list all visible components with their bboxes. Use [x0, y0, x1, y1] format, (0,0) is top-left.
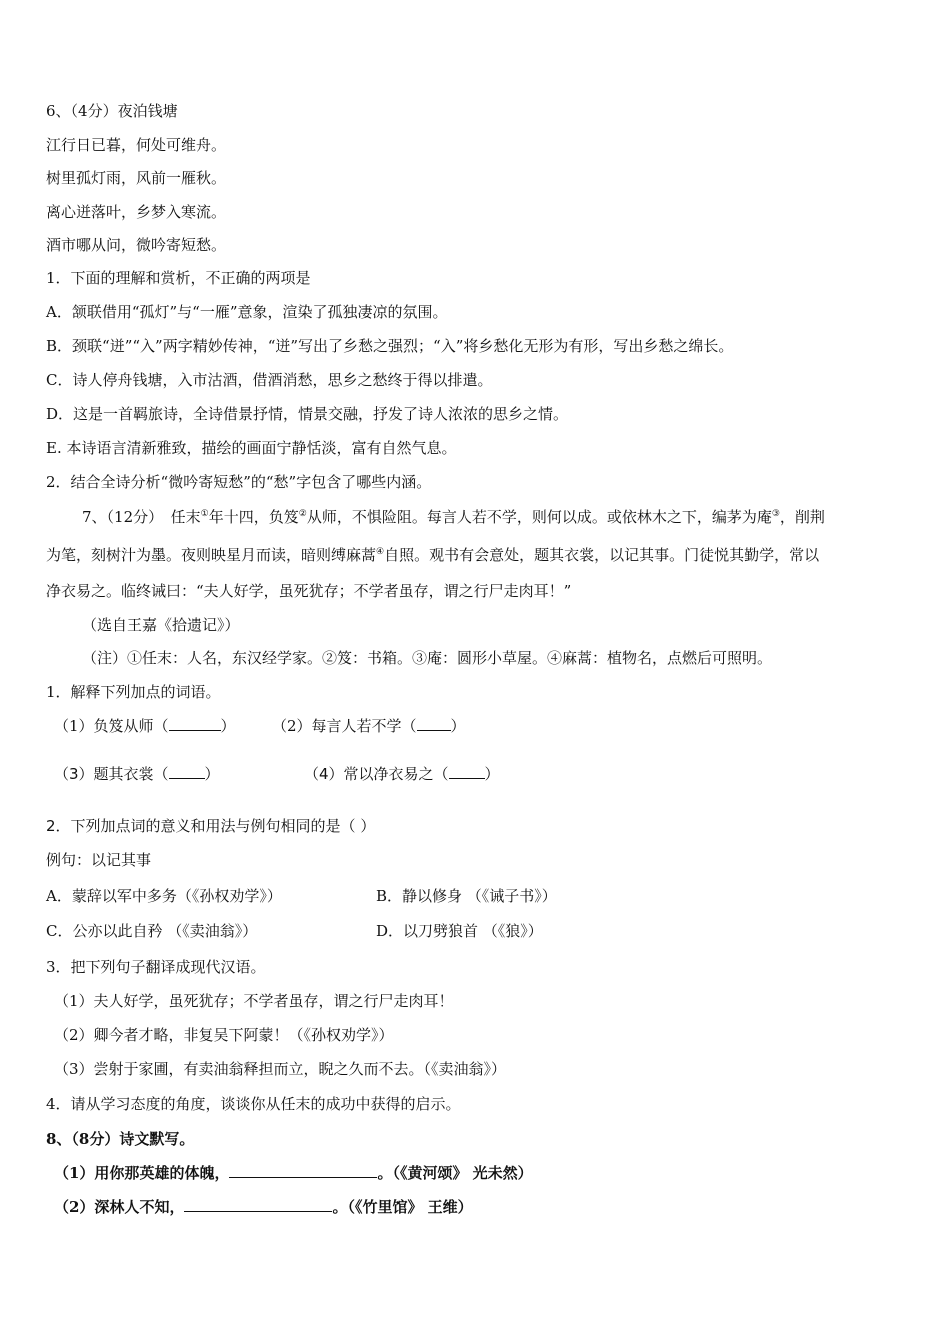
- answer-blank[interactable]: [184, 1197, 332, 1212]
- note-marker: ④: [376, 547, 385, 557]
- q6-option-a: A．颔联借用“孤灯”与“一雁”意象，渲染了孤独凄凉的氛围。: [46, 303, 448, 321]
- q6-option-d: D．这是一首羁旅诗，全诗借景抒情，情景交融，抒发了诗人浓浓的思乡之情。: [46, 405, 569, 423]
- q7-translate-3: （3）尝射于家圃，有卖油翁释担而立，睨之久而不去。（《卖油翁》）: [54, 1060, 507, 1078]
- q7-word-1: （1）负笈从师（ ）: [54, 717, 236, 735]
- q7-option-c: C．公亦以此自矜 （《卖油翁》）: [46, 922, 258, 940]
- q7-passage-line-2: 为笔，刻树汁为墨。夜则映星月而读，暗则缚麻蒿④自照。观书有会意处，题其衣裳，以记其事。门徒悦其勤学，常以: [46, 546, 820, 564]
- q7-word-4: （4）常以净衣易之（ ）: [304, 765, 500, 783]
- q6-option-c: C．诗人停舟钱塘，入市沽酒，借酒消愁，思乡之愁终于得以排遣。: [46, 371, 493, 389]
- q7-option-b: B．静以修身 （《诫子书》）: [376, 887, 557, 905]
- q7-translate-1: （1）夫人好学，虽死犹存；不学者虽存，谓之行尸走肉耳！: [54, 992, 454, 1010]
- q7-sub2: 2．下列加点词的意义和用法与例句相同的是（ ）: [46, 817, 376, 835]
- poem-line-1: 江行日已暮，何处可维舟。: [46, 136, 227, 154]
- q7-sub1: 1．解释下列加点的词语。: [46, 683, 221, 701]
- q7-translate-2: （2）卿今者才略，非复吴下阿蒙！（《孙权劝学》）: [54, 1026, 394, 1044]
- note-marker: ①: [200, 509, 209, 519]
- answer-blank[interactable]: [417, 716, 451, 731]
- q6-sub1: 1．下面的理解和赏析，不正确的两项是: [46, 269, 311, 287]
- poem-line-3: 离心迸落叶，乡梦入寒流。: [46, 203, 227, 221]
- answer-blank[interactable]: [169, 764, 205, 779]
- answer-blank[interactable]: [169, 716, 221, 731]
- q7-passage-line-3: 净衣易之。临终诫曰：“夫人好学，虽死犹存；不学者虽存，谓之行尸走肉耳！”: [46, 582, 572, 600]
- q7-sub4: 4．请从学习态度的角度，谈谈你从任末的成功中获得的启示。: [46, 1095, 461, 1113]
- q6-option-b: B．颈联“迸”“入”两字精妙传神，“迸”写出了乡愁之强烈；“入”将乡愁化无形为有形，写出乡愁之绵长。: [46, 337, 734, 355]
- answer-blank[interactable]: [449, 764, 485, 779]
- q6-sub2: 2．结合全诗分析“微吟寄短愁”的“愁”字包含了哪些内涵。: [46, 473, 432, 491]
- q7-notes: （注）①任末：人名，东汉经学家。②笈：书箱。③庵：圆形小草屋。④麻蒿：植物名，点燃后可照明。: [82, 649, 773, 667]
- q7-word-3: （3）题其衣裳（ ）: [54, 765, 220, 783]
- q8-title: 8、（8分）诗文默写。: [46, 1130, 195, 1148]
- q7-word-2: （2）每言人若不学（ ）: [272, 717, 466, 735]
- q7-option-d: D．以刀劈狼首 （《狼》）: [376, 922, 543, 940]
- q7-option-a: A．蒙辞以军中多务（《孙权劝学》）: [46, 887, 282, 905]
- note-marker: ③: [771, 509, 780, 519]
- q6-option-e: E. 本诗语言清新雅致，描绘的画面宁静恬淡，富有自然气息。: [46, 439, 457, 457]
- q6-title: 6、（4分）夜泊钱塘: [46, 102, 178, 120]
- q8-line-1: （1）用你那英雄的体魄， 。（《黄河颂》 光未然）: [54, 1164, 533, 1182]
- q7-sub3: 3．把下列句子翻译成现代汉语。: [46, 958, 266, 976]
- q7-passage-line-1: 7、（12分） 任末①年十四，负笈②从师，不惧险阻。每言人若不学，则何以成。或依林木之下，编茅为庵③，削荆: [82, 508, 825, 526]
- note-marker: ②: [298, 509, 307, 519]
- q7-source: （选自王嘉《拾遗记》）: [82, 616, 240, 634]
- answer-blank[interactable]: [229, 1163, 377, 1178]
- poem-line-2: 树里孤灯雨，风前一雁秋。: [46, 169, 227, 187]
- poem-line-4: 酒市哪从问，微吟寄短愁。: [46, 236, 227, 254]
- q7-example: 例句：以记其事: [46, 851, 152, 869]
- q8-line-2: （2）深林人不知， 。（《竹里馆》 王维）: [54, 1198, 473, 1216]
